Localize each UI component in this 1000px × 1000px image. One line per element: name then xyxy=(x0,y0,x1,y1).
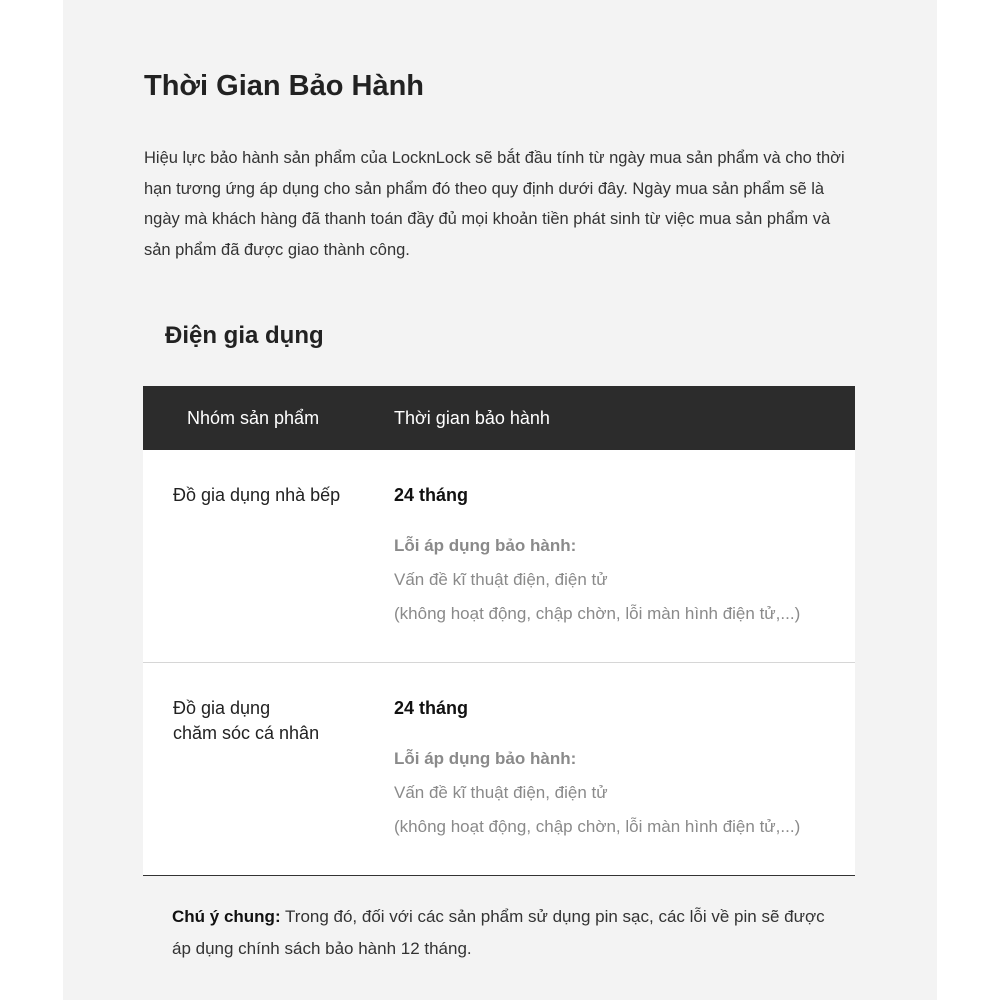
table-header xyxy=(143,386,855,450)
general-note xyxy=(172,901,832,965)
applicable-errors-title: Lỗi áp dụng bảo hành: xyxy=(394,749,577,768)
column-header-warranty-period: Thời gian bảo hành xyxy=(394,408,550,428)
warranty-period-cell xyxy=(394,696,800,844)
warranty-duration: 24 tháng xyxy=(394,698,469,718)
page-title: Thời Gian Bảo Hành xyxy=(144,70,425,102)
applicable-errors-title: Lỗi áp dụng bảo hành: xyxy=(394,536,577,555)
applicable-error-line: (không hoạt động, chập chờn, lỗi màn hình điện tử,...) xyxy=(394,604,801,623)
applicable-error-line: (không hoạt động, chập chờn, lỗi màn hình điện tử,...) xyxy=(394,817,801,836)
product-group-line: Đồ gia dụng xyxy=(173,698,271,718)
product-group-line: chăm sóc cá nhân xyxy=(173,723,320,743)
warranty-period-cell xyxy=(394,483,800,631)
general-note-text: Trong đó, đối với các sản phẩm sử dụng pin sạc, các lỗi về pin sẽ được áp dụng chính sách bảo hành 12 tháng. xyxy=(172,907,825,958)
product-group-cell xyxy=(173,483,340,508)
warranty-duration: 24 tháng xyxy=(394,485,469,505)
column-header-product-group: Nhóm sản phẩm xyxy=(187,408,320,428)
section-title: Điện gia dụng xyxy=(165,322,324,349)
table-row xyxy=(143,450,855,662)
warranty-table xyxy=(143,386,855,875)
general-note-label: Chú ý chung: xyxy=(172,907,281,926)
product-group-cell xyxy=(173,696,319,746)
product-group-line: Đồ gia dụng nhà bếp xyxy=(173,485,341,505)
intro-paragraph: Hiệu lực bảo hành sản phẩm của LocknLock sẽ bắt đầu tính từ ngày mua sản phẩm và cho thời hạn tương ứng áp dụng cho sản phẩm đó theo quy định dưới đây. Ngày mua sản phẩm sẽ là ngày mà khách hàng đã thanh toán đầy đủ mọi khoản tiền phát sinh từ việc mua sản phẩm và sản phẩm đã được giao thành công. xyxy=(144,149,845,259)
applicable-error-line: Vấn đề kĩ thuật điện, điện tử xyxy=(394,570,608,589)
applicable-error-line: Vấn đề kĩ thuật điện, điện tử xyxy=(394,783,608,802)
table-row xyxy=(143,662,855,875)
table-bottom-divider xyxy=(143,875,855,876)
